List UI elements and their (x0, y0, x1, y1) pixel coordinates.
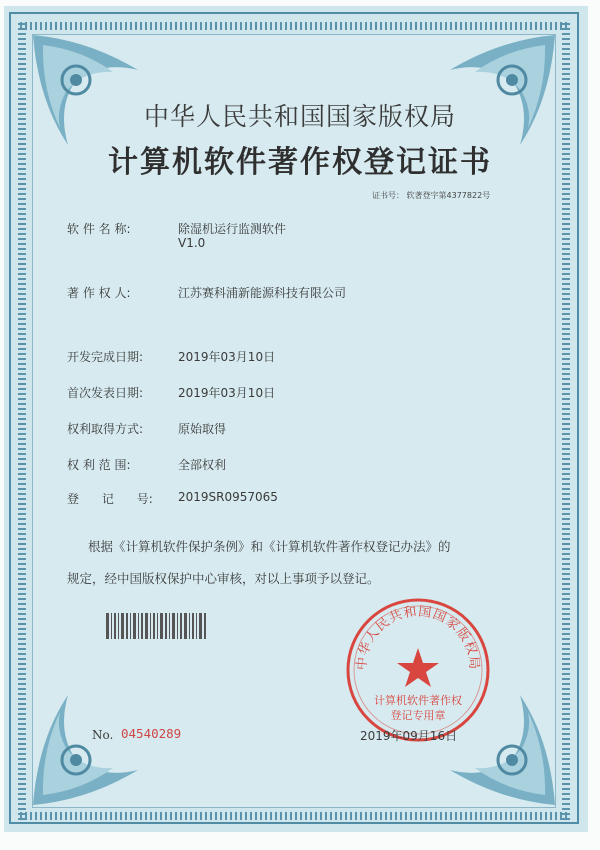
field-value-completion-date: 2019年03月10日 (178, 350, 276, 364)
official-seal (344, 596, 492, 744)
corner-ornament-bottom-left (28, 680, 158, 810)
field-value-software-name: 除湿机运行监测软件 (178, 222, 287, 236)
field-label-acquisition-method: 权利取得方式: (67, 422, 144, 436)
statement-line-1: 根据《计算机软件保护条例》和《计算机软件著作权登记办法》的 (88, 539, 451, 554)
seal-inner-line-2: 登记专用章 (390, 709, 446, 722)
field-label-completion-date: 开发完成日期: (67, 350, 144, 364)
field-label-registration-number: 登 记 号: (67, 492, 153, 506)
greek-key-border-top (20, 22, 568, 30)
field-value-registration-number: 2019SR0957065 (178, 490, 278, 504)
greek-key-border-bottom (20, 812, 568, 820)
field-value-version: V1.0 (178, 236, 206, 250)
barcode (106, 613, 208, 639)
certificate-number: 证书号： 软著登字第4377822号 (372, 191, 491, 200)
field-label-publish-date: 首次发表日期: (67, 386, 144, 400)
issue-date: 2019年09月16日 (360, 729, 458, 743)
field-value-copyright-owner: 江苏赛科浦新能源科技有限公司 (178, 286, 347, 300)
field-value-publish-date: 2019年03月10日 (178, 386, 276, 400)
serial-label: No. (92, 728, 114, 742)
issuing-authority: 中华人民共和国国家版权局 (143, 102, 456, 131)
seal-ring-text: 中华人民共和国国家版权局 (354, 604, 482, 671)
field-label-rights-scope: 权 利 范 围: (67, 458, 131, 472)
field-value-rights-scope: 全部权利 (178, 458, 227, 472)
field-label-copyright-owner: 著 作 权 人: (67, 286, 131, 300)
serial-number: 04540289 (121, 726, 182, 741)
field-value-acquisition-method: 原始取得 (178, 422, 227, 436)
seal-inner-line-1: 计算机软件著作权 (374, 694, 462, 707)
field-label-software-name: 软 件 名 称: (67, 222, 131, 236)
certificate-title: 计算机软件著作权登记证书 (108, 145, 492, 180)
statement-line-2: 规定，经中国版权保护中心审核，对以上事项予以登记。 (67, 571, 380, 586)
